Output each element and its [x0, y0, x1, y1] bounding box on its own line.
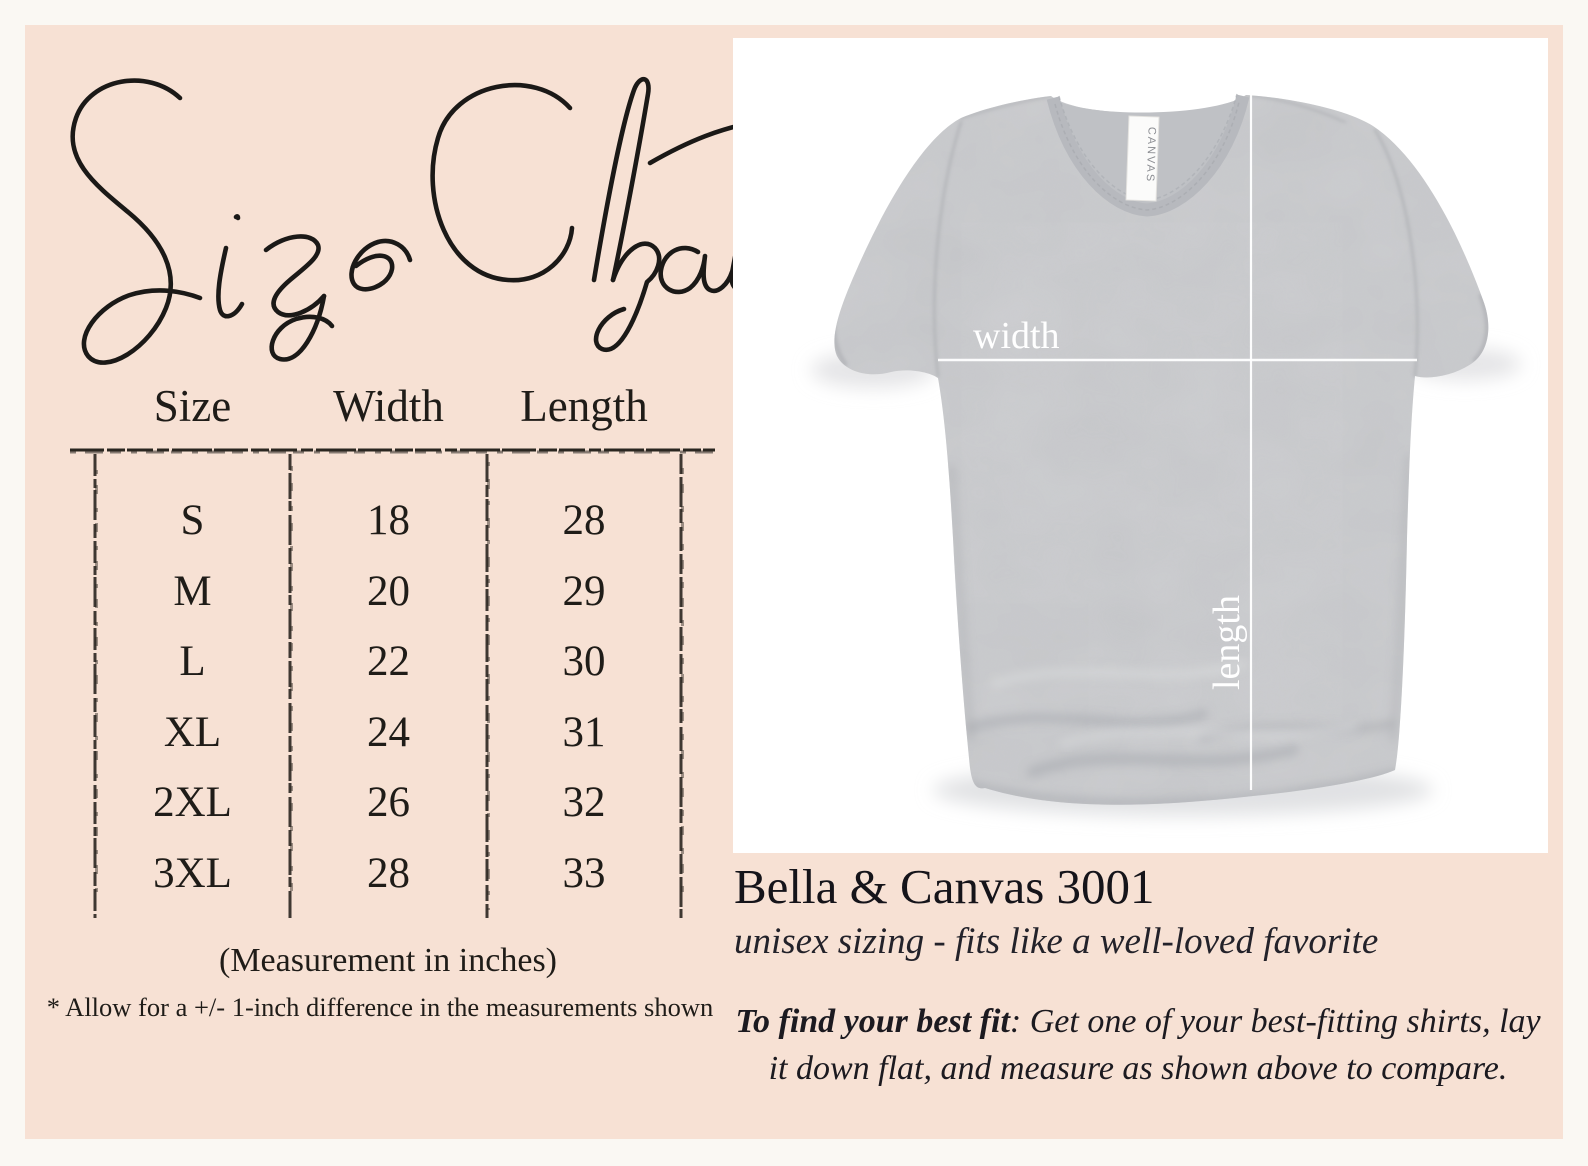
- width-label: width: [973, 315, 1060, 357]
- table-cell: 3XL: [153, 849, 232, 897]
- table-row: [95, 698, 681, 769]
- table-row: [95, 768, 681, 839]
- table-row: [95, 486, 681, 557]
- table-cell: 22: [367, 638, 410, 685]
- table-cell: 32: [562, 779, 606, 826]
- tshirt-mockup: [733, 38, 1548, 853]
- table-cell: 28: [367, 849, 410, 897]
- table-cell: L: [179, 638, 206, 685]
- table-cell: 30: [562, 638, 606, 685]
- table-cell: XL: [163, 708, 222, 756]
- size-table-header: [95, 381, 681, 431]
- size-chart-script-title: [50, 68, 762, 360]
- table-cell: 33: [562, 849, 606, 897]
- table-cell: M: [173, 567, 212, 615]
- column-header-width: Width: [333, 381, 444, 431]
- table-cell: 20: [367, 567, 410, 615]
- neck-tag-text: CANVAS: [1143, 126, 1158, 184]
- table-cell: 28: [562, 497, 606, 544]
- table-row: [95, 627, 681, 698]
- length-label: length: [1206, 595, 1248, 690]
- table-cell: 26: [367, 779, 410, 826]
- table-caption: (Measurement in inches): [219, 942, 557, 979]
- page-title-text: [0, 0, 1, 1]
- fit-tip-lead: To find your best fit: [735, 1003, 1010, 1040]
- column-header-length: Length: [520, 381, 648, 431]
- column-header-size: Size: [153, 381, 232, 431]
- table-cell: 2XL: [153, 779, 232, 826]
- shirt-photo: [733, 38, 1548, 853]
- product-name: Bella & Canvas 3001: [734, 859, 1155, 914]
- table-footnote: * Allow for a +/- 1-inch difference in the measurements shown: [46, 992, 714, 1022]
- neck-tag: [1126, 116, 1159, 201]
- fit-tip-rest: : Get one of your best-fitting shirts, lay it down flat, and measure as shown above to compare.: [768, 1003, 1541, 1087]
- table-cell: 18: [367, 497, 410, 544]
- table-cell: 24: [367, 708, 410, 756]
- fit-tip: [722, 998, 1554, 1092]
- table-cell: S: [180, 497, 205, 544]
- table-row: [95, 839, 681, 910]
- table-cell: 31: [562, 708, 606, 756]
- size-table-body: [95, 486, 681, 909]
- table-cell: 29: [562, 567, 606, 615]
- table-row: [95, 557, 681, 628]
- product-tagline: unisex sizing - fits like a well-loved favorite: [734, 921, 1379, 962]
